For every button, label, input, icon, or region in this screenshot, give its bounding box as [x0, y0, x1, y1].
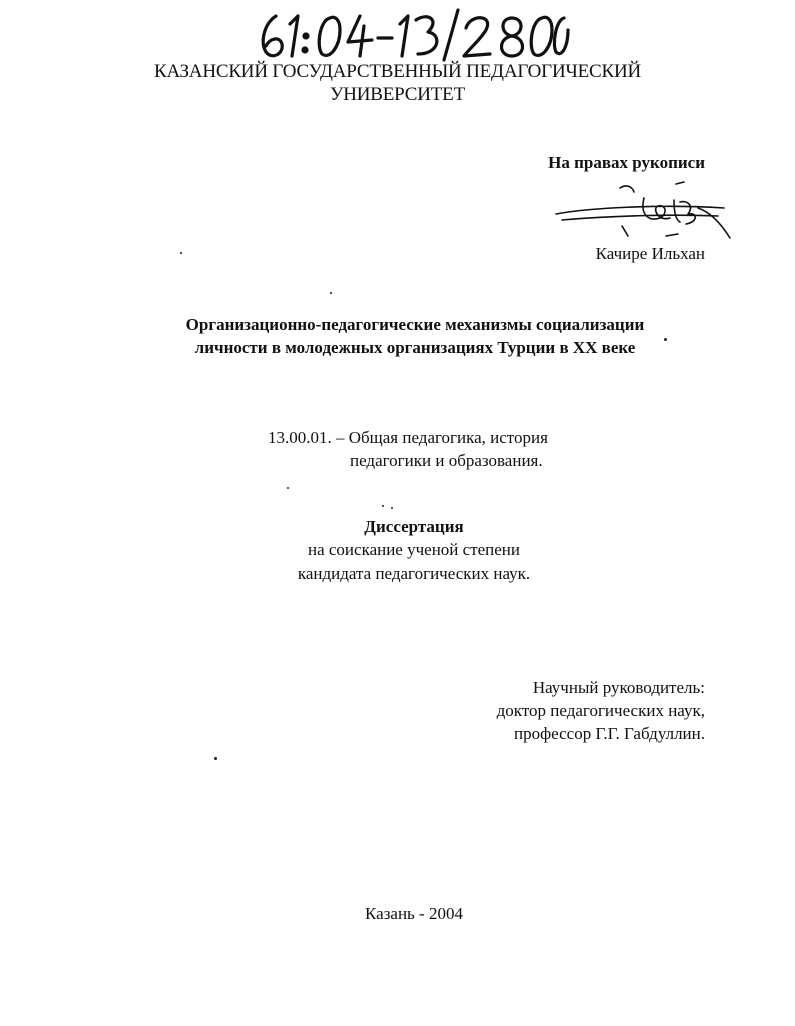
dissertation-label: Диссертация: [364, 517, 464, 536]
scan-speck: [664, 338, 667, 341]
scan-speck: [391, 507, 393, 509]
handwritten-archive-number: [250, 6, 570, 66]
university-line-2: УНИВЕРСИТЕТ: [330, 84, 465, 105]
supervisor-heading: Научный руководитель:: [532, 678, 705, 697]
manuscript-rights-note: На правах рукописи: [548, 153, 705, 172]
degree-line-2: кандидата педагогических наук.: [297, 564, 531, 583]
dissertation-title-line-1: Организационно-педагогические механизмы социализации: [185, 315, 645, 334]
handwritten-stamp-drawing: [250, 6, 570, 66]
scan-speck: [214, 757, 217, 760]
scan-speck: [180, 252, 182, 254]
dissertation-title-line-2: личности в молодежных организациях Турции в XX веке: [194, 338, 636, 357]
author-signature: [548, 178, 738, 250]
author-name: Качире Ильхан: [595, 244, 705, 263]
city-year: Казань - 2004: [365, 904, 463, 923]
degree-line-1: на соискание ученой степени: [307, 540, 521, 559]
scan-speck: [382, 505, 384, 507]
specialty-line-1: 13.00.01. – Общая педагогика, история: [268, 428, 548, 447]
scan-speck: [330, 292, 332, 294]
specialty-line-2: педагогики и образования.: [350, 451, 543, 470]
scan-speck: [287, 487, 289, 489]
university-line-1: КАЗАНСКИЙ ГОСУДАРСТВЕННЫЙ ПЕДАГОГИЧЕСКИЙ: [153, 61, 642, 82]
supervisor-degree: доктор педагогических наук,: [496, 701, 705, 720]
supervisor-name: профессор Г.Г. Габдуллин.: [514, 724, 705, 743]
signature-drawing: [548, 178, 738, 250]
